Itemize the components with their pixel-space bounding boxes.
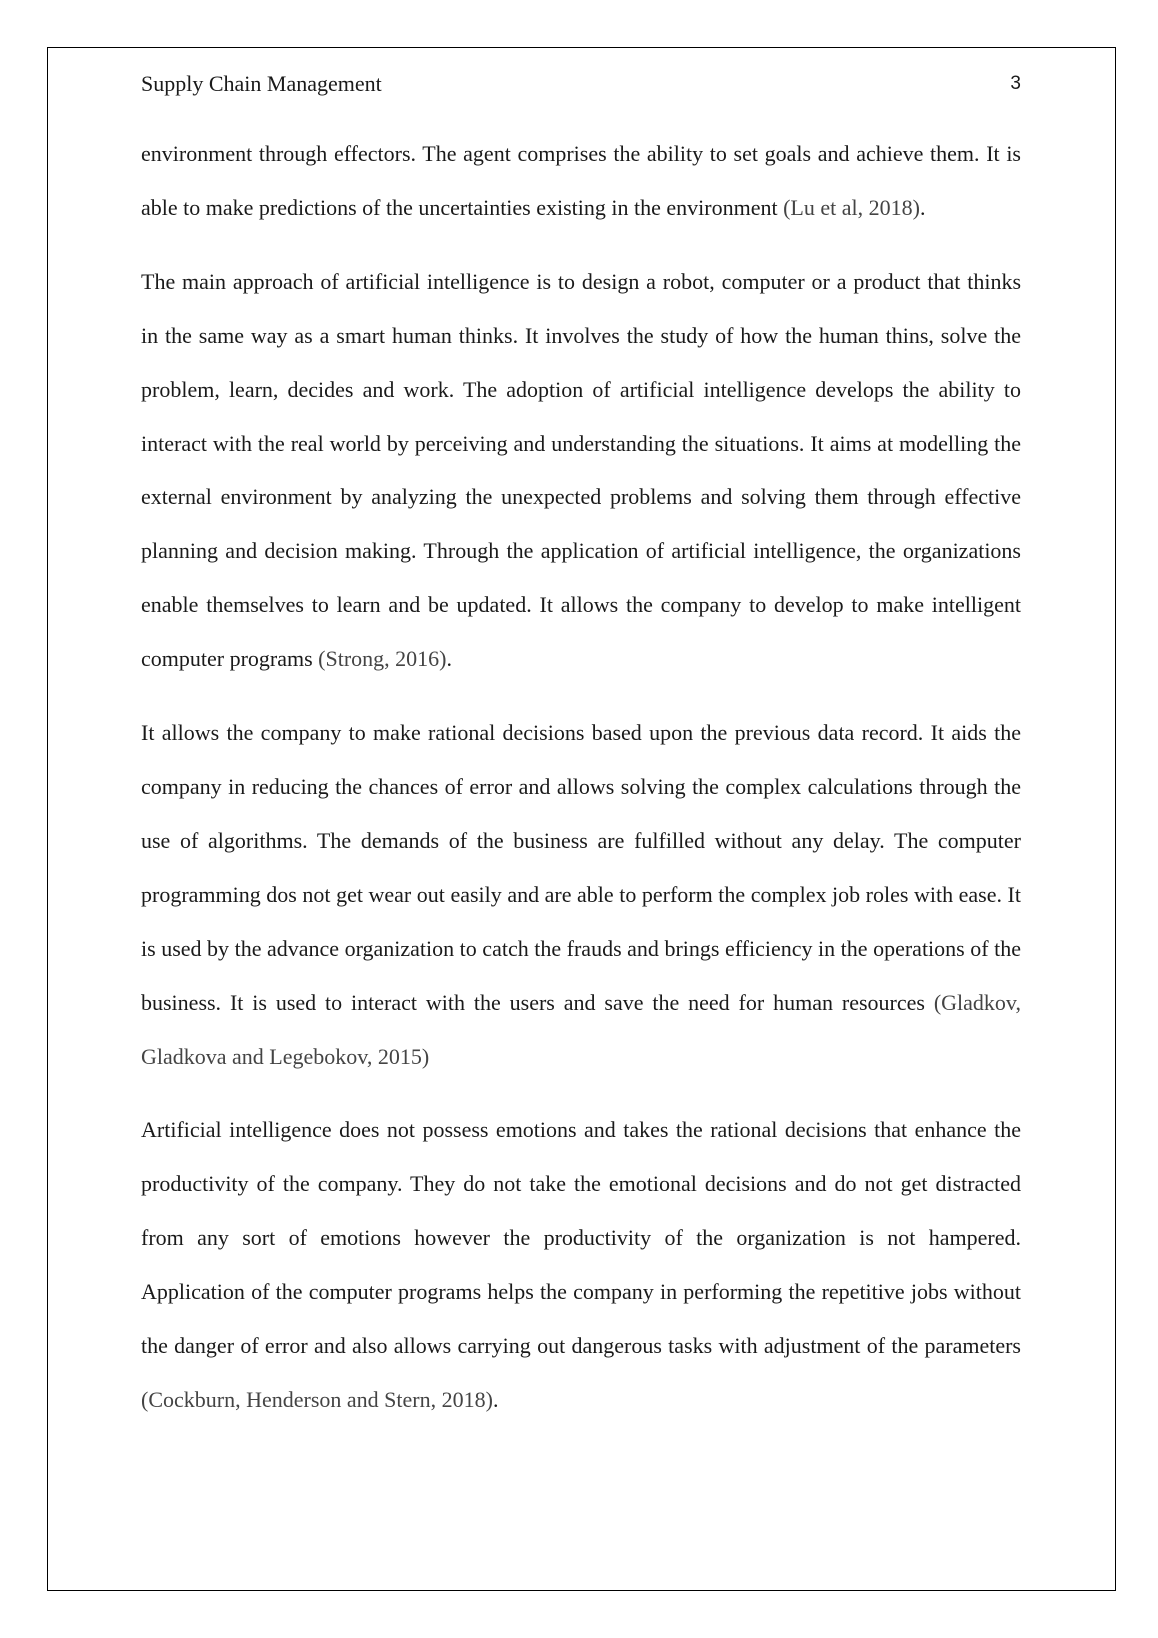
document-body xyxy=(141,127,1021,1447)
paragraph-4-text: Artificial intelligence does not possess emotions and takes the rational decisions that enhance the productivity of the company. They do not take the emotional decisions and do not get distracted from any sort of emotions however the productivity of the organization is not hampered. Application of the computer programs helps the company in performing the repetitive jobs without the danger of error and also allows carrying out dangerous tasks with adjustment of the parameters xyxy=(141,1117,1021,1359)
paragraph-4-trailing: . xyxy=(492,1386,499,1412)
page-header xyxy=(141,67,1021,101)
paragraph-3 xyxy=(141,706,1021,1083)
paragraph-1-citation: (Lu et al, 2018) xyxy=(783,194,920,220)
paragraph-2-text: The main approach of artificial intelligence is to design a robot, computer or a product that thinks in the same way as a smart human thinks. It involves the study of how the human thins, solve the problem, learn, decides and work. The adoption of artificial intelligence develops the ability to interact with the real world by perceiving and understanding the situations. It aims at modelling the external environment by analyzing the unexpected problems and solving them through effective planning and decision making. Through the application of artificial intelligence, the organizations enable themselves to learn and be updated. It allows the company to develop to make intelligent computer programs xyxy=(141,268,1021,672)
paragraph-1-trailing: . xyxy=(919,194,926,220)
paragraph-1-text: environment through effectors. The agent comprises the ability to set goals and achieve them. It is able to make predictions of the uncertainties existing in the environment xyxy=(141,141,1021,220)
paragraph-1 xyxy=(141,127,1021,235)
paragraph-3-citation: (Gladkov, Gladkova and Legebokov, 2015) xyxy=(141,989,1021,1069)
running-head-title: Supply Chain Management xyxy=(141,71,382,96)
paragraph-3-text: It allows the company to make rational decisions based upon the previous data record. It aids the company in reducing the chances of error and allows solving the complex calculations through the use of algorithms. The demands of the business are fulfilled without any delay. The computer programming dos not get wear out easily and are able to perform the complex job roles with ease. It is used by the advance organization to catch the frauds and brings efficiency in the operations of the business. It is used to interact with the users and save the need for human resources xyxy=(141,720,1021,1015)
paragraph-2 xyxy=(141,255,1021,686)
paragraph-2-citation: (Strong, 2016) xyxy=(318,646,447,672)
paragraph-4 xyxy=(141,1103,1021,1426)
paragraph-2-trailing: . xyxy=(446,646,452,672)
paragraph-4-citation: (Cockburn, Henderson and Stern, 2018) xyxy=(141,1386,493,1412)
page-number: 3 xyxy=(1010,73,1021,94)
